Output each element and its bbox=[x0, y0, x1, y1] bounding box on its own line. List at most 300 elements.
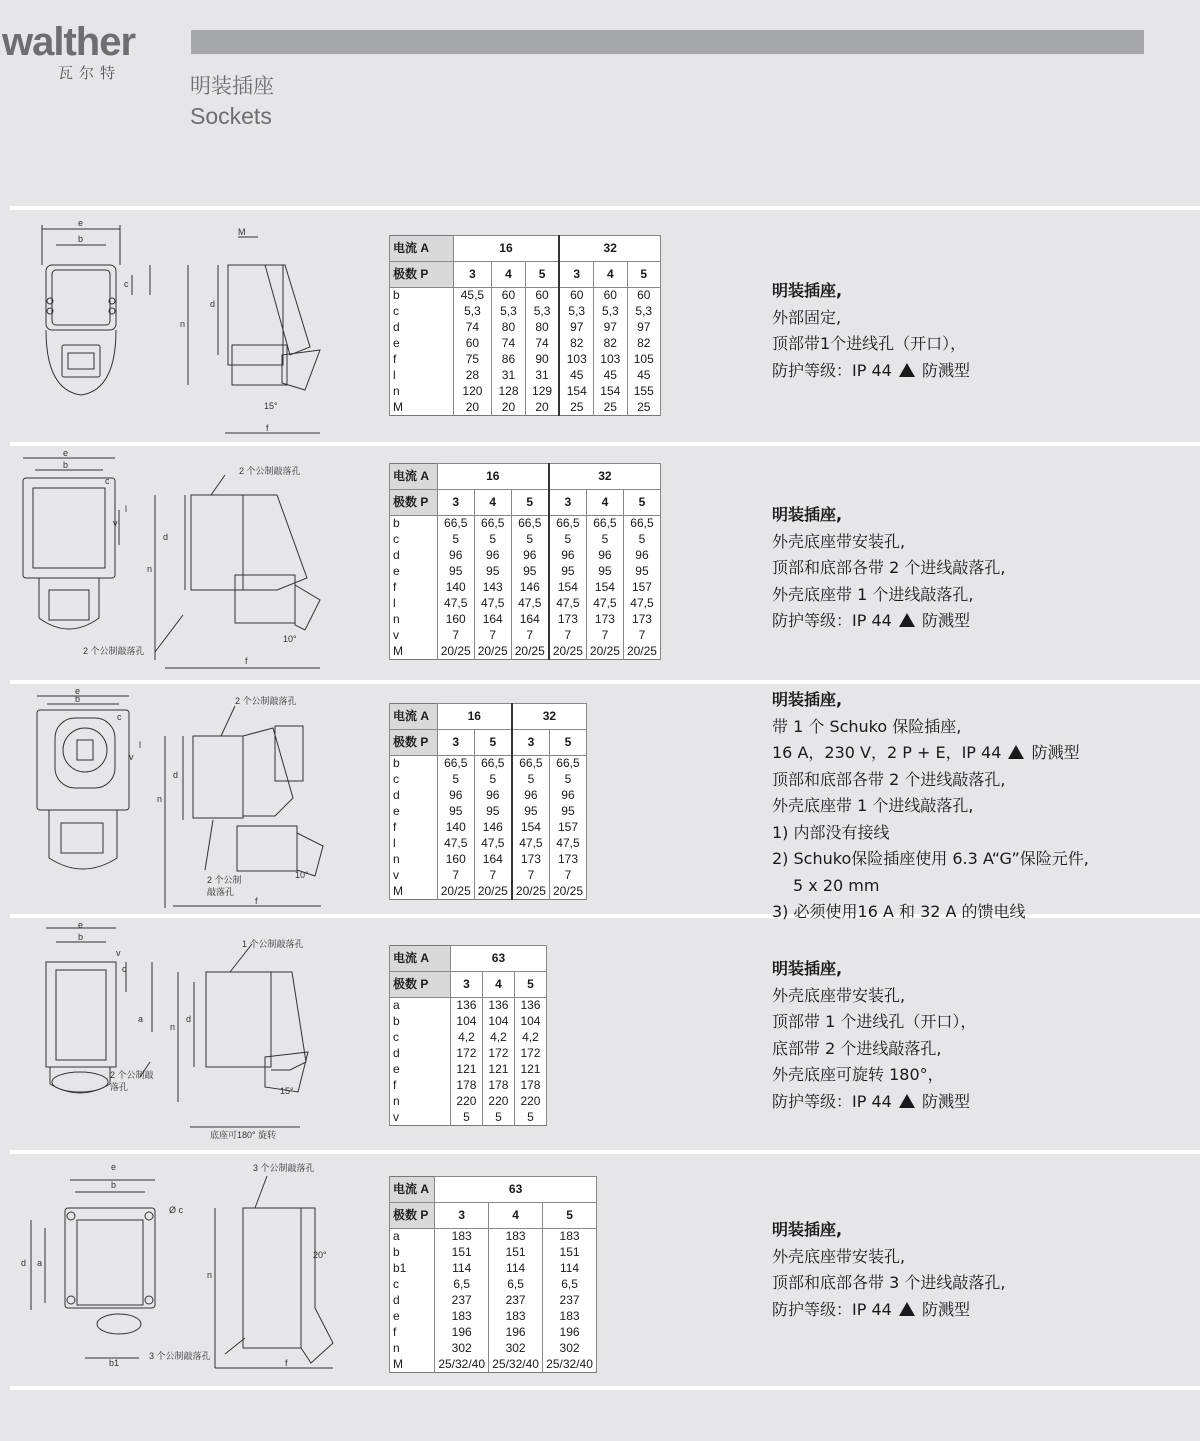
description-line bbox=[772, 358, 970, 385]
dimension-value: 96 bbox=[623, 548, 660, 564]
table-row bbox=[390, 1245, 597, 1261]
description-text: 底部带 2 个进线敲落孔, bbox=[772, 1038, 942, 1058]
table-row bbox=[390, 1293, 597, 1309]
dimension-value: 45,5 bbox=[453, 288, 492, 304]
dimension-value: 66,5 bbox=[623, 516, 660, 532]
dimension-value: 136 bbox=[482, 998, 514, 1014]
poles-label: 极数 P bbox=[390, 262, 454, 288]
dimension-value: 25 bbox=[559, 400, 593, 416]
warning-triangle-icon bbox=[1008, 745, 1024, 759]
dimension-value: 28 bbox=[453, 368, 492, 384]
dimension-label: M bbox=[390, 884, 438, 900]
poles-header-row bbox=[390, 1203, 597, 1229]
dim-label-f: f bbox=[266, 423, 269, 433]
description-line bbox=[772, 502, 1005, 529]
description-text: 带 1 个 Schuko 保险插座, bbox=[772, 716, 962, 736]
knockout-label-top: 1 个公制敲落孔 bbox=[242, 939, 304, 949]
dimension-value: 96 bbox=[511, 548, 549, 564]
warning-triangle-icon bbox=[899, 1094, 915, 1108]
dim-label-angle: 10° bbox=[283, 634, 297, 644]
section-1-drawing bbox=[20, 215, 340, 440]
dim-label-c: Ø c bbox=[169, 1205, 184, 1215]
dimension-value: 183 bbox=[489, 1309, 543, 1325]
dim-label-c: c bbox=[122, 964, 127, 974]
description-line bbox=[772, 820, 1089, 847]
table-row bbox=[390, 580, 661, 596]
dimension-value: 120 bbox=[453, 384, 492, 400]
dimension-value: 90 bbox=[525, 352, 559, 368]
dimension-value: 220 bbox=[514, 1094, 546, 1110]
section-divider bbox=[10, 1150, 1200, 1154]
dim-label-v: v bbox=[129, 752, 134, 762]
dimension-value: 47,5 bbox=[586, 596, 623, 612]
dimension-value: 5 bbox=[623, 532, 660, 548]
dimension-label: f bbox=[390, 1325, 435, 1341]
dimension-value: 114 bbox=[489, 1261, 543, 1277]
table-row bbox=[390, 1046, 547, 1062]
table-row bbox=[390, 548, 661, 564]
poles-value: 3 bbox=[437, 730, 474, 756]
section-divider bbox=[10, 1386, 1200, 1390]
dimension-label: c bbox=[390, 304, 454, 320]
dimension-label: v bbox=[390, 628, 438, 644]
table-row bbox=[390, 836, 587, 852]
dimension-label: b bbox=[390, 516, 438, 532]
dim-label-a: a bbox=[138, 1014, 144, 1024]
dimension-value: 20/25 bbox=[474, 884, 512, 900]
dimension-value: 60 bbox=[525, 288, 559, 304]
dimension-value: 5 bbox=[514, 1110, 546, 1126]
dimension-label: d bbox=[390, 548, 438, 564]
dimension-label: d bbox=[390, 320, 454, 336]
description-text: 顶部带1个进线孔（开口）， bbox=[772, 334, 967, 353]
description-text: 顶部和底部各带 2 个进线敲落孔, bbox=[772, 558, 1006, 577]
table-row bbox=[390, 532, 661, 548]
dimension-value: 66,5 bbox=[474, 756, 512, 772]
section-divider bbox=[10, 206, 1200, 210]
dimension-value: 95 bbox=[437, 804, 474, 820]
dimension-value: 302 bbox=[435, 1341, 489, 1357]
table-row bbox=[390, 336, 661, 352]
section-5-drawing bbox=[15, 1158, 345, 1380]
dimension-value: 172 bbox=[482, 1046, 514, 1062]
table-row bbox=[390, 1014, 547, 1030]
dimension-value: 196 bbox=[543, 1325, 597, 1341]
dimension-value: 96 bbox=[474, 788, 512, 804]
description-line bbox=[772, 305, 970, 332]
dim-label-angle: 15° bbox=[280, 1086, 294, 1096]
dimension-label: e bbox=[390, 564, 438, 580]
dimension-value: 25/32/40 bbox=[543, 1357, 597, 1373]
section-4-drawing bbox=[30, 922, 330, 1144]
dimension-value: 104 bbox=[482, 1014, 514, 1030]
poles-value: 5 bbox=[627, 262, 661, 288]
dimension-value: 5 bbox=[512, 772, 550, 788]
knockout-label-bottom-2: 敲落孔 bbox=[207, 887, 235, 897]
dimension-value: 183 bbox=[543, 1309, 597, 1325]
description-line bbox=[772, 714, 1089, 741]
dimension-value: 7 bbox=[623, 628, 660, 644]
dimension-value: 5 bbox=[474, 772, 512, 788]
dim-label-M: M bbox=[238, 227, 246, 237]
dimension-value: 157 bbox=[549, 820, 586, 836]
current-value: 32 bbox=[559, 236, 660, 262]
dimension-value: 5 bbox=[482, 1110, 514, 1126]
poles-value: 5 bbox=[514, 972, 546, 998]
rotation-note: 底座可180° 旋转 bbox=[210, 1130, 277, 1140]
dimension-label: d bbox=[390, 1046, 451, 1062]
dim-label-e: e bbox=[78, 218, 84, 228]
table-row bbox=[390, 804, 587, 820]
dimension-value: 121 bbox=[450, 1062, 482, 1078]
dimension-value: 5 bbox=[437, 532, 474, 548]
dim-label-d: d bbox=[21, 1258, 27, 1268]
description-text-suffix: 防溅型 bbox=[922, 1299, 971, 1319]
table-row bbox=[390, 788, 587, 804]
dimension-value: 60 bbox=[594, 288, 627, 304]
table-row bbox=[390, 1341, 597, 1357]
dimension-value: 5,3 bbox=[453, 304, 492, 320]
description-text: 外壳底座带安装孔, bbox=[772, 1246, 906, 1266]
dim-label-d: d bbox=[186, 1014, 192, 1024]
dimension-value: 183 bbox=[435, 1229, 489, 1245]
description-line bbox=[772, 555, 1005, 582]
dimension-value: 154 bbox=[586, 580, 623, 596]
dimension-value: 97 bbox=[559, 320, 593, 336]
table-row bbox=[390, 1062, 547, 1078]
poles-value: 5 bbox=[549, 730, 586, 756]
description-line bbox=[772, 278, 970, 305]
dim-label-n: n bbox=[157, 794, 163, 804]
dim-label-b1: b1 bbox=[109, 1358, 120, 1368]
dim-label-n: n bbox=[170, 1022, 176, 1032]
current-value: 32 bbox=[512, 704, 587, 730]
section-5-description bbox=[772, 1217, 1005, 1323]
dimension-value: 82 bbox=[559, 336, 593, 352]
dim-label-angle: 10° bbox=[295, 870, 309, 880]
description-line bbox=[772, 740, 1089, 767]
brand-wordmark: walther bbox=[2, 20, 136, 64]
dimension-value: 196 bbox=[435, 1325, 489, 1341]
description-line bbox=[772, 582, 1005, 609]
current-value: 63 bbox=[435, 1177, 597, 1203]
dimension-value: 60 bbox=[453, 336, 492, 352]
dimension-value: 60 bbox=[559, 288, 593, 304]
dimension-value: 47,5 bbox=[437, 836, 474, 852]
poles-label: 极数 P bbox=[390, 972, 451, 998]
dimension-value: 80 bbox=[492, 320, 525, 336]
dimension-value: 4,2 bbox=[514, 1030, 546, 1046]
section-3-description bbox=[772, 687, 1089, 926]
current-value: 16 bbox=[437, 704, 512, 730]
dimension-value: 47,5 bbox=[623, 596, 660, 612]
dimension-value: 74 bbox=[525, 336, 559, 352]
poles-value: 4 bbox=[492, 262, 525, 288]
dimension-value: 5,3 bbox=[559, 304, 593, 320]
dimension-value: 154 bbox=[549, 580, 587, 596]
description-line bbox=[772, 873, 1089, 900]
description-line bbox=[772, 956, 976, 983]
dimension-value: 95 bbox=[586, 564, 623, 580]
table-row bbox=[390, 1229, 597, 1245]
description-line bbox=[772, 1297, 1005, 1324]
dimension-value: 96 bbox=[549, 548, 587, 564]
dimension-label: v bbox=[390, 868, 438, 884]
dimension-value: 20 bbox=[453, 400, 492, 416]
dimension-value: 95 bbox=[549, 564, 587, 580]
knockout-label-bottom-1: 2 个公制 bbox=[207, 875, 242, 885]
knockout-label-bottom-2: 落孔 bbox=[110, 1082, 129, 1092]
table-row bbox=[390, 352, 661, 368]
dimension-value: 4,2 bbox=[450, 1030, 482, 1046]
dimension-value: 47,5 bbox=[512, 836, 550, 852]
dimension-value: 104 bbox=[450, 1014, 482, 1030]
poles-value: 4 bbox=[586, 490, 623, 516]
brand-cn: 瓦尔特 bbox=[58, 64, 122, 82]
dimension-value: 80 bbox=[525, 320, 559, 336]
dimension-label: d bbox=[390, 788, 438, 804]
dim-label-n: n bbox=[147, 564, 153, 574]
knockout-label-top: 3 个公制敲落孔 bbox=[253, 1163, 315, 1173]
dimension-value: 140 bbox=[437, 580, 474, 596]
dimension-value: 140 bbox=[437, 820, 474, 836]
dimension-value: 183 bbox=[435, 1309, 489, 1325]
page-title-en: Sockets bbox=[190, 103, 272, 129]
current-header-row bbox=[390, 946, 547, 972]
dim-label-b: b bbox=[111, 1180, 117, 1190]
warning-triangle-icon bbox=[899, 363, 915, 377]
dimension-value: 75 bbox=[453, 352, 492, 368]
dimension-value: 6,5 bbox=[489, 1277, 543, 1293]
dimension-value: 25 bbox=[627, 400, 661, 416]
dim-label-c: c bbox=[117, 712, 122, 722]
dimension-value: 74 bbox=[453, 320, 492, 336]
dimension-value: 96 bbox=[549, 788, 586, 804]
dim-label-f: f bbox=[245, 656, 248, 666]
poles-value: 5 bbox=[623, 490, 660, 516]
dimension-value: 95 bbox=[549, 804, 586, 820]
description-text-suffix: 防溅型 bbox=[1031, 743, 1080, 762]
dim-label-v: v bbox=[116, 948, 121, 958]
description-text-suffix: 防溅型 bbox=[922, 611, 971, 630]
dimension-value: 136 bbox=[450, 998, 482, 1014]
dimension-value: 172 bbox=[514, 1046, 546, 1062]
dimension-label: l bbox=[390, 836, 438, 852]
dimension-value: 95 bbox=[511, 564, 549, 580]
dimension-value: 47,5 bbox=[549, 836, 586, 852]
dimension-value: 5,3 bbox=[627, 304, 661, 320]
dimension-value: 104 bbox=[514, 1014, 546, 1030]
table-row bbox=[390, 516, 661, 532]
table-row bbox=[390, 612, 661, 628]
dimension-value: 20/25 bbox=[623, 644, 660, 660]
warning-triangle-icon bbox=[899, 1302, 915, 1316]
current-value: 32 bbox=[549, 464, 661, 490]
description-text-suffix: 防溅型 bbox=[922, 1091, 971, 1111]
dimension-value: 95 bbox=[512, 804, 550, 820]
dim-label-b: b bbox=[75, 694, 81, 704]
table-row bbox=[390, 1261, 597, 1277]
current-label: 电流 A bbox=[390, 946, 451, 972]
dimension-value: 45 bbox=[594, 368, 627, 384]
poles-label: 极数 P bbox=[390, 730, 438, 756]
dimension-value: 143 bbox=[474, 580, 511, 596]
dimension-value: 128 bbox=[492, 384, 525, 400]
description-line bbox=[772, 899, 1089, 926]
poles-value: 4 bbox=[482, 972, 514, 998]
dimension-label: f bbox=[390, 352, 454, 368]
section-divider bbox=[10, 680, 1200, 684]
dimension-value: 95 bbox=[474, 564, 511, 580]
dimension-value: 95 bbox=[437, 564, 474, 580]
description-line bbox=[772, 1062, 976, 1089]
dimension-value: 151 bbox=[489, 1245, 543, 1261]
dimension-value: 96 bbox=[437, 548, 474, 564]
table-row bbox=[390, 1357, 597, 1373]
poles-value: 3 bbox=[435, 1203, 489, 1229]
description-line bbox=[772, 1244, 1005, 1271]
dimension-value: 31 bbox=[492, 368, 525, 384]
poles-header-row bbox=[390, 972, 547, 998]
dimension-value: 5 bbox=[549, 532, 587, 548]
dimension-value: 45 bbox=[559, 368, 593, 384]
dimension-label: d bbox=[390, 1293, 435, 1309]
dimension-value: 154 bbox=[559, 384, 593, 400]
description-text: 外壳底座带 1 个进线敲落孔, bbox=[772, 796, 974, 815]
dim-label-n: n bbox=[207, 1270, 213, 1280]
poles-value: 3 bbox=[453, 262, 492, 288]
knockout-label-bottom-1: 2 个公制敲 bbox=[110, 1070, 154, 1080]
dimension-value: 121 bbox=[514, 1062, 546, 1078]
dimension-label: f bbox=[390, 580, 438, 596]
dimension-label: c bbox=[390, 1277, 435, 1293]
dimension-label: e bbox=[390, 336, 454, 352]
dim-label-f: f bbox=[255, 896, 258, 906]
dimension-label: a bbox=[390, 998, 451, 1014]
brand-logo bbox=[2, 22, 172, 83]
table-row bbox=[390, 1277, 597, 1293]
table-row bbox=[390, 564, 661, 580]
dimension-value: 173 bbox=[549, 852, 586, 868]
dimension-value: 96 bbox=[437, 788, 474, 804]
description-line bbox=[772, 1036, 976, 1063]
dim-label-e: e bbox=[75, 688, 81, 696]
dim-label-e: e bbox=[111, 1162, 117, 1172]
dimension-value: 146 bbox=[511, 580, 549, 596]
dimension-value: 5 bbox=[474, 532, 511, 548]
description-line bbox=[772, 767, 1089, 794]
dimension-value: 7 bbox=[437, 628, 474, 644]
description-text: 防护等级：IP 44 bbox=[772, 1091, 892, 1111]
current-header-row bbox=[390, 1177, 597, 1203]
dimension-value: 151 bbox=[435, 1245, 489, 1261]
description-line bbox=[772, 529, 1005, 556]
dimension-value: 60 bbox=[492, 288, 525, 304]
dim-label-angle: 15° bbox=[264, 401, 278, 411]
dimension-value: 20/25 bbox=[549, 644, 587, 660]
dimension-value: 66,5 bbox=[474, 516, 511, 532]
dimension-value: 86 bbox=[492, 352, 525, 368]
dimension-label: M bbox=[390, 644, 438, 660]
current-label: 电流 A bbox=[390, 704, 438, 730]
dimension-value: 220 bbox=[450, 1094, 482, 1110]
section-divider bbox=[10, 442, 1200, 446]
dim-label-angle: 20° bbox=[313, 1250, 327, 1260]
dimension-label: n bbox=[390, 1094, 451, 1110]
poles-header-row bbox=[390, 490, 661, 516]
dimension-value: 164 bbox=[474, 612, 511, 628]
dimension-value: 6,5 bbox=[543, 1277, 597, 1293]
section-2-description bbox=[772, 502, 1005, 635]
current-header-row bbox=[390, 704, 587, 730]
dimension-value: 47,5 bbox=[437, 596, 474, 612]
dim-label-f: f bbox=[285, 1358, 288, 1368]
dimension-label: v bbox=[390, 1110, 451, 1126]
current-label: 电流 A bbox=[390, 1177, 435, 1203]
dimension-label: b bbox=[390, 1245, 435, 1261]
warning-triangle-icon bbox=[899, 613, 915, 627]
table-row bbox=[390, 820, 587, 836]
table-row bbox=[390, 644, 661, 660]
description-text: 明装插座, bbox=[772, 690, 843, 709]
description-text: 防护等级：IP 44 bbox=[772, 360, 892, 380]
dimension-value: 103 bbox=[559, 352, 593, 368]
spec-table-2 bbox=[389, 463, 661, 660]
dimension-value: 25/32/40 bbox=[435, 1357, 489, 1373]
dimension-label: b bbox=[390, 288, 454, 304]
dimension-label: b1 bbox=[390, 1261, 435, 1277]
poles-value: 5 bbox=[474, 730, 512, 756]
dimension-value: 7 bbox=[512, 868, 550, 884]
dimension-label: f bbox=[390, 1078, 451, 1094]
poles-value: 3 bbox=[559, 262, 593, 288]
dimension-label: e bbox=[390, 1309, 435, 1325]
dimension-label: c bbox=[390, 532, 438, 548]
dimension-value: 20/25 bbox=[549, 884, 586, 900]
dimension-value: 96 bbox=[512, 788, 550, 804]
dimension-value: 121 bbox=[482, 1062, 514, 1078]
dimension-value: 47,5 bbox=[474, 596, 511, 612]
knockout-label-bottom: 2 个公制敲落孔 bbox=[83, 646, 145, 656]
table-row bbox=[390, 868, 587, 884]
dimension-value: 20/25 bbox=[437, 884, 474, 900]
dimension-value: 157 bbox=[623, 580, 660, 596]
description-text: 顶部和底部各带 3 个进线敲落孔, bbox=[772, 1273, 1006, 1292]
dimension-label: M bbox=[390, 400, 454, 416]
poles-label: 极数 P bbox=[390, 1203, 435, 1229]
description-text: 5 x 20 mm bbox=[793, 875, 880, 895]
dimension-value: 136 bbox=[514, 998, 546, 1014]
current-value: 16 bbox=[453, 236, 559, 262]
dim-label-c: c bbox=[124, 279, 129, 289]
dim-label-a: a bbox=[37, 1258, 43, 1268]
dimension-value: 66,5 bbox=[437, 516, 474, 532]
poles-value: 3 bbox=[450, 972, 482, 998]
dimension-value: 172 bbox=[450, 1046, 482, 1062]
dimension-value: 66,5 bbox=[512, 756, 550, 772]
dimension-value: 178 bbox=[514, 1078, 546, 1094]
dimension-value: 173 bbox=[623, 612, 660, 628]
dimension-value: 66,5 bbox=[549, 516, 587, 532]
dimension-value: 154 bbox=[512, 820, 550, 836]
dimension-value: 66,5 bbox=[437, 756, 474, 772]
dimension-value: 74 bbox=[492, 336, 525, 352]
dimension-value: 302 bbox=[543, 1341, 597, 1357]
dimension-value: 60 bbox=[627, 288, 661, 304]
current-header-row bbox=[390, 464, 661, 490]
table-row bbox=[390, 852, 587, 868]
dimension-value: 196 bbox=[489, 1325, 543, 1341]
